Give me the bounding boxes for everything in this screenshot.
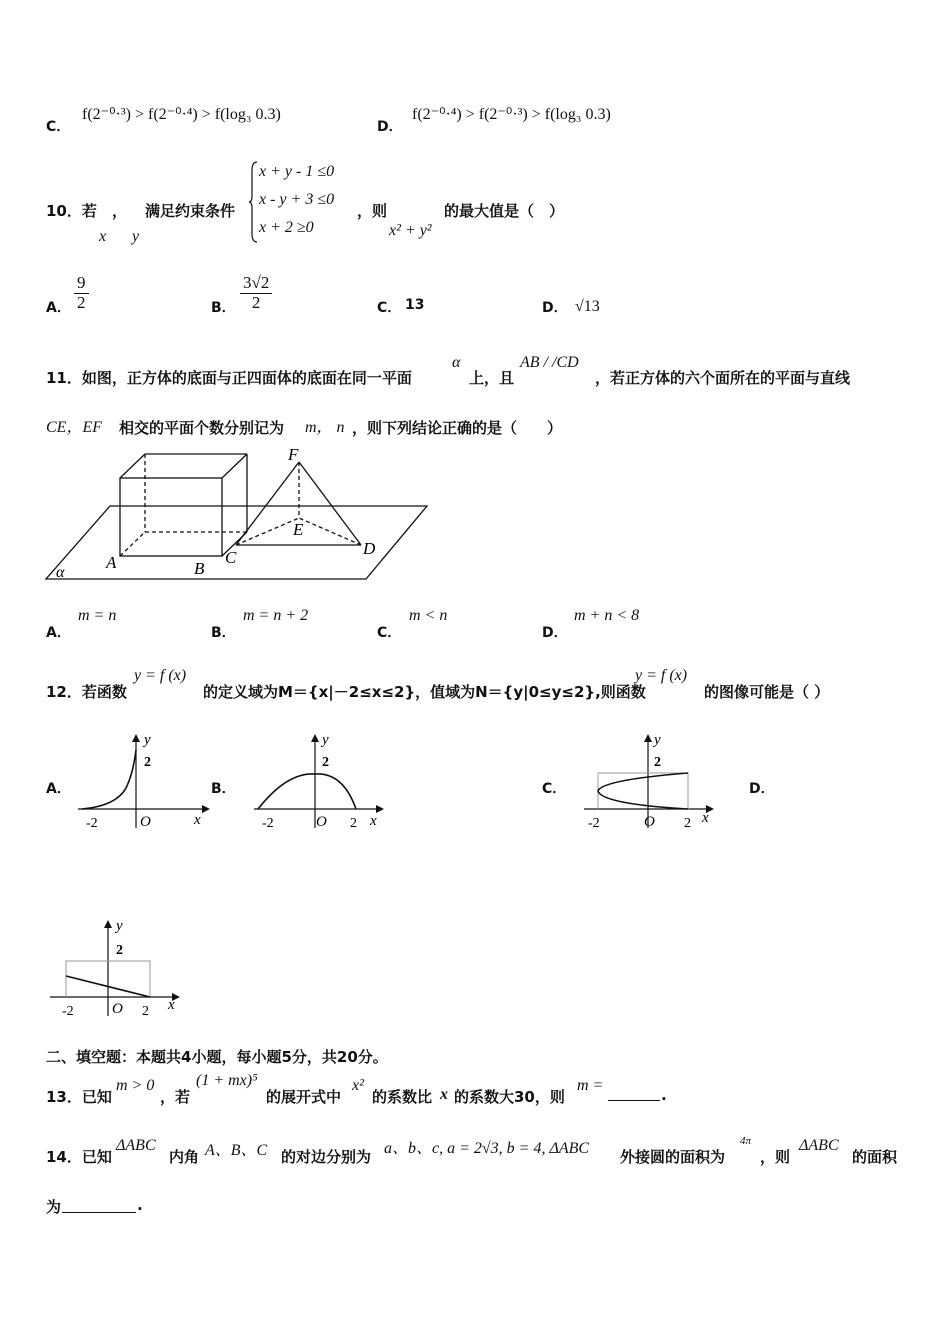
- q11-option-b-label: B．: [211, 625, 236, 641]
- tick-neg2: -2: [62, 1004, 74, 1019]
- origin-label: O: [316, 814, 327, 830]
- q11-alpha: α: [452, 354, 461, 371]
- tick-2-x: 2: [142, 1004, 149, 1019]
- q14-end: .: [137, 1196, 143, 1214]
- q12-graph-c-curve: [598, 773, 688, 809]
- q11-ce-ef: CE，EF: [46, 419, 102, 436]
- q12-pre: 12．若函数: [46, 683, 127, 701]
- q14-answer-blank[interactable]: [62, 1196, 136, 1213]
- q11-option-a-label: A．: [46, 625, 71, 641]
- q13-mid3: 的系数比: [372, 1088, 433, 1106]
- q12-option-a-label: A．: [46, 781, 71, 797]
- q14-mid2: 的对边分别为: [281, 1148, 372, 1166]
- q14-triangle: ΔABC: [116, 1137, 156, 1154]
- q11-option-c-label: C．: [377, 625, 402, 641]
- q9-option-c-label: C．: [46, 119, 71, 135]
- tick-neg2: -2: [262, 816, 274, 831]
- q14-mid4: ，则: [760, 1148, 791, 1166]
- q10-option-b-fraction: [240, 274, 272, 312]
- q11-text-1b: 上，且: [469, 369, 515, 387]
- q14-mid1: 内角: [169, 1148, 200, 1166]
- tick-2-x: 2: [684, 816, 691, 831]
- q11-option-d-label: D．: [542, 625, 568, 641]
- q10-option-b-num: 3√2: [240, 274, 272, 294]
- origin-label: O: [112, 1001, 123, 1017]
- q13-answer-blank[interactable]: [608, 1084, 660, 1101]
- q11-cube: [120, 454, 247, 556]
- section-2-heading: 二、填空题：本题共4小题，每小题5分，共20分。: [46, 1048, 388, 1066]
- q11-m-n: m， n: [305, 419, 345, 436]
- axis-y-label: y: [654, 732, 661, 748]
- q10-constraint-2: x - y + 3 ≤0: [259, 191, 335, 208]
- axis-x-label: x: [370, 813, 377, 829]
- q14-mid3: 外接圆的面积为: [620, 1148, 726, 1166]
- q10-var-y: y: [132, 228, 140, 245]
- axis-y-label: y: [144, 732, 151, 748]
- q10-option-b-label: B．: [211, 300, 236, 316]
- q11-option-c-value: m < n: [409, 607, 448, 624]
- q11-option-a-value: m = n: [78, 607, 117, 624]
- axis-x-label: x: [168, 997, 175, 1013]
- q10-option-a-num: 9: [74, 274, 89, 294]
- tick-2: 2: [322, 755, 329, 770]
- q10-target-expr: x² + y²: [389, 222, 432, 239]
- tick-neg2: -2: [588, 816, 600, 831]
- q10-option-d-value: √13: [575, 298, 600, 315]
- q14-sides: a、b、c, a = 2√3, b = 4, ΔABC: [384, 1140, 590, 1157]
- q9-option-d-expr: f(2⁻⁰·⁴) > f(2⁻⁰·³) > f(log₃ 0.3): [412, 106, 611, 123]
- q9-option-d-label: D．: [377, 119, 403, 135]
- q11-label-a: A: [106, 553, 117, 572]
- q11-text-2b: ，则下列结论正确的是（ ）: [352, 419, 563, 437]
- q10-then: ，则: [357, 202, 388, 220]
- q10-var-x: x: [99, 228, 107, 245]
- q11-option-d-value: m + n < 8: [574, 607, 640, 624]
- q13-mid2: 的展开式中: [266, 1088, 342, 1106]
- tick-2: 2: [116, 943, 123, 958]
- origin-label: O: [140, 814, 151, 830]
- q13-x2: x²: [352, 1077, 364, 1094]
- q12-option-d-label: D．: [749, 781, 775, 797]
- q14-mid5: 的面积: [852, 1148, 898, 1166]
- q12-graph-c: [582, 728, 722, 832]
- q11-label-alpha: α: [56, 564, 65, 581]
- q10-constraint-1: x + y - 1 ≤0: [259, 163, 335, 180]
- axis-x-label: x: [702, 810, 709, 826]
- q10-option-b-den: 2: [251, 292, 261, 312]
- q11-label-e: E: [293, 520, 304, 539]
- q13-expr: (1 + mx)⁵: [196, 1072, 258, 1089]
- q12-fn: y = f (x): [134, 667, 187, 684]
- q10-option-c-label: C．: [377, 300, 402, 316]
- q12-graph-b: [252, 728, 392, 832]
- tick-neg2: -2: [86, 816, 98, 831]
- q9-option-c-expr: f(2⁻⁰·³) > f(2⁻⁰·⁴) > f(log₃ 0.3): [82, 106, 281, 123]
- q14-pre: 14．已知: [46, 1148, 112, 1166]
- q11-ab-cd: AB / /CD: [520, 354, 579, 371]
- q10-option-a-den: 2: [77, 292, 86, 312]
- q14-area: 4π: [740, 1135, 752, 1147]
- q10-constraint-system: [259, 158, 334, 242]
- q10-option-a-fraction: [74, 274, 89, 312]
- q11-option-b-value: m = n + 2: [243, 607, 309, 624]
- q10-constraint-3: x + 2 ≥0: [259, 219, 314, 236]
- q12-graph-b-curve: [258, 774, 356, 809]
- q11-text-2a: 相交的平面个数分别记为: [119, 419, 285, 437]
- q10-cond-text: 满足约束条件: [145, 202, 236, 220]
- axis-x-label: x: [194, 812, 201, 828]
- q11-label-c: C: [225, 548, 237, 567]
- q11-label-d: D: [363, 539, 376, 558]
- q14-line2: 为: [46, 1198, 62, 1216]
- q11-text-1c: ，若正方体的六个面所在的平面与直线: [595, 369, 851, 387]
- q10-option-c-value: 13: [405, 297, 425, 313]
- q13-end: .: [661, 1086, 667, 1104]
- q11-figure: [40, 440, 440, 585]
- axis-y-label: y: [322, 732, 329, 748]
- q12-graph-a: [76, 728, 216, 832]
- q13-mid4: 的系数大30，则: [454, 1088, 565, 1106]
- q13-mid1: ，若: [160, 1088, 191, 1106]
- q11-label-b: B: [194, 559, 205, 578]
- q11-label-f: F: [288, 445, 299, 464]
- q12-graph-a-curve: [82, 750, 136, 809]
- q10-option-d-label: D．: [542, 300, 568, 316]
- q10-tail: 的最大值是（ ）: [444, 202, 565, 220]
- tick-2-x: 2: [350, 816, 357, 831]
- q14-triangle-2: ΔABC: [799, 1137, 839, 1154]
- q14-angles: A、B、C: [205, 1142, 268, 1159]
- q12-mid: 的定义域为M＝{x|－2≤x≤2}，值域为N＝{y|0≤y≤2},则函数: [203, 683, 646, 701]
- q12-option-c-label: C．: [542, 781, 567, 797]
- q10-sep: ，: [112, 202, 128, 220]
- axis-y-label: y: [116, 918, 123, 934]
- q12-tail: 的图像可能是（ ）: [704, 683, 830, 701]
- q10-number: 10．若: [46, 202, 97, 220]
- q13-m-gt-0: m > 0: [116, 1077, 155, 1094]
- q12-fn2: y = f (x): [635, 667, 688, 684]
- tick-2: 2: [144, 755, 151, 770]
- q12-graph-d: [48, 914, 188, 1020]
- q13-m-eq: m =: [577, 1077, 604, 1094]
- q13-x: x: [440, 1086, 448, 1103]
- q10-option-a-label: A．: [46, 300, 71, 316]
- q12-option-b-label: B．: [211, 781, 236, 797]
- q11-text-1a: 11．如图，正方体的底面与正四面体的底面在同一平面: [46, 369, 412, 387]
- tick-2: 2: [654, 755, 661, 770]
- q13-pre: 13．已知: [46, 1088, 112, 1106]
- q10-system-brace: [249, 160, 259, 244]
- origin-label: O: [644, 814, 655, 830]
